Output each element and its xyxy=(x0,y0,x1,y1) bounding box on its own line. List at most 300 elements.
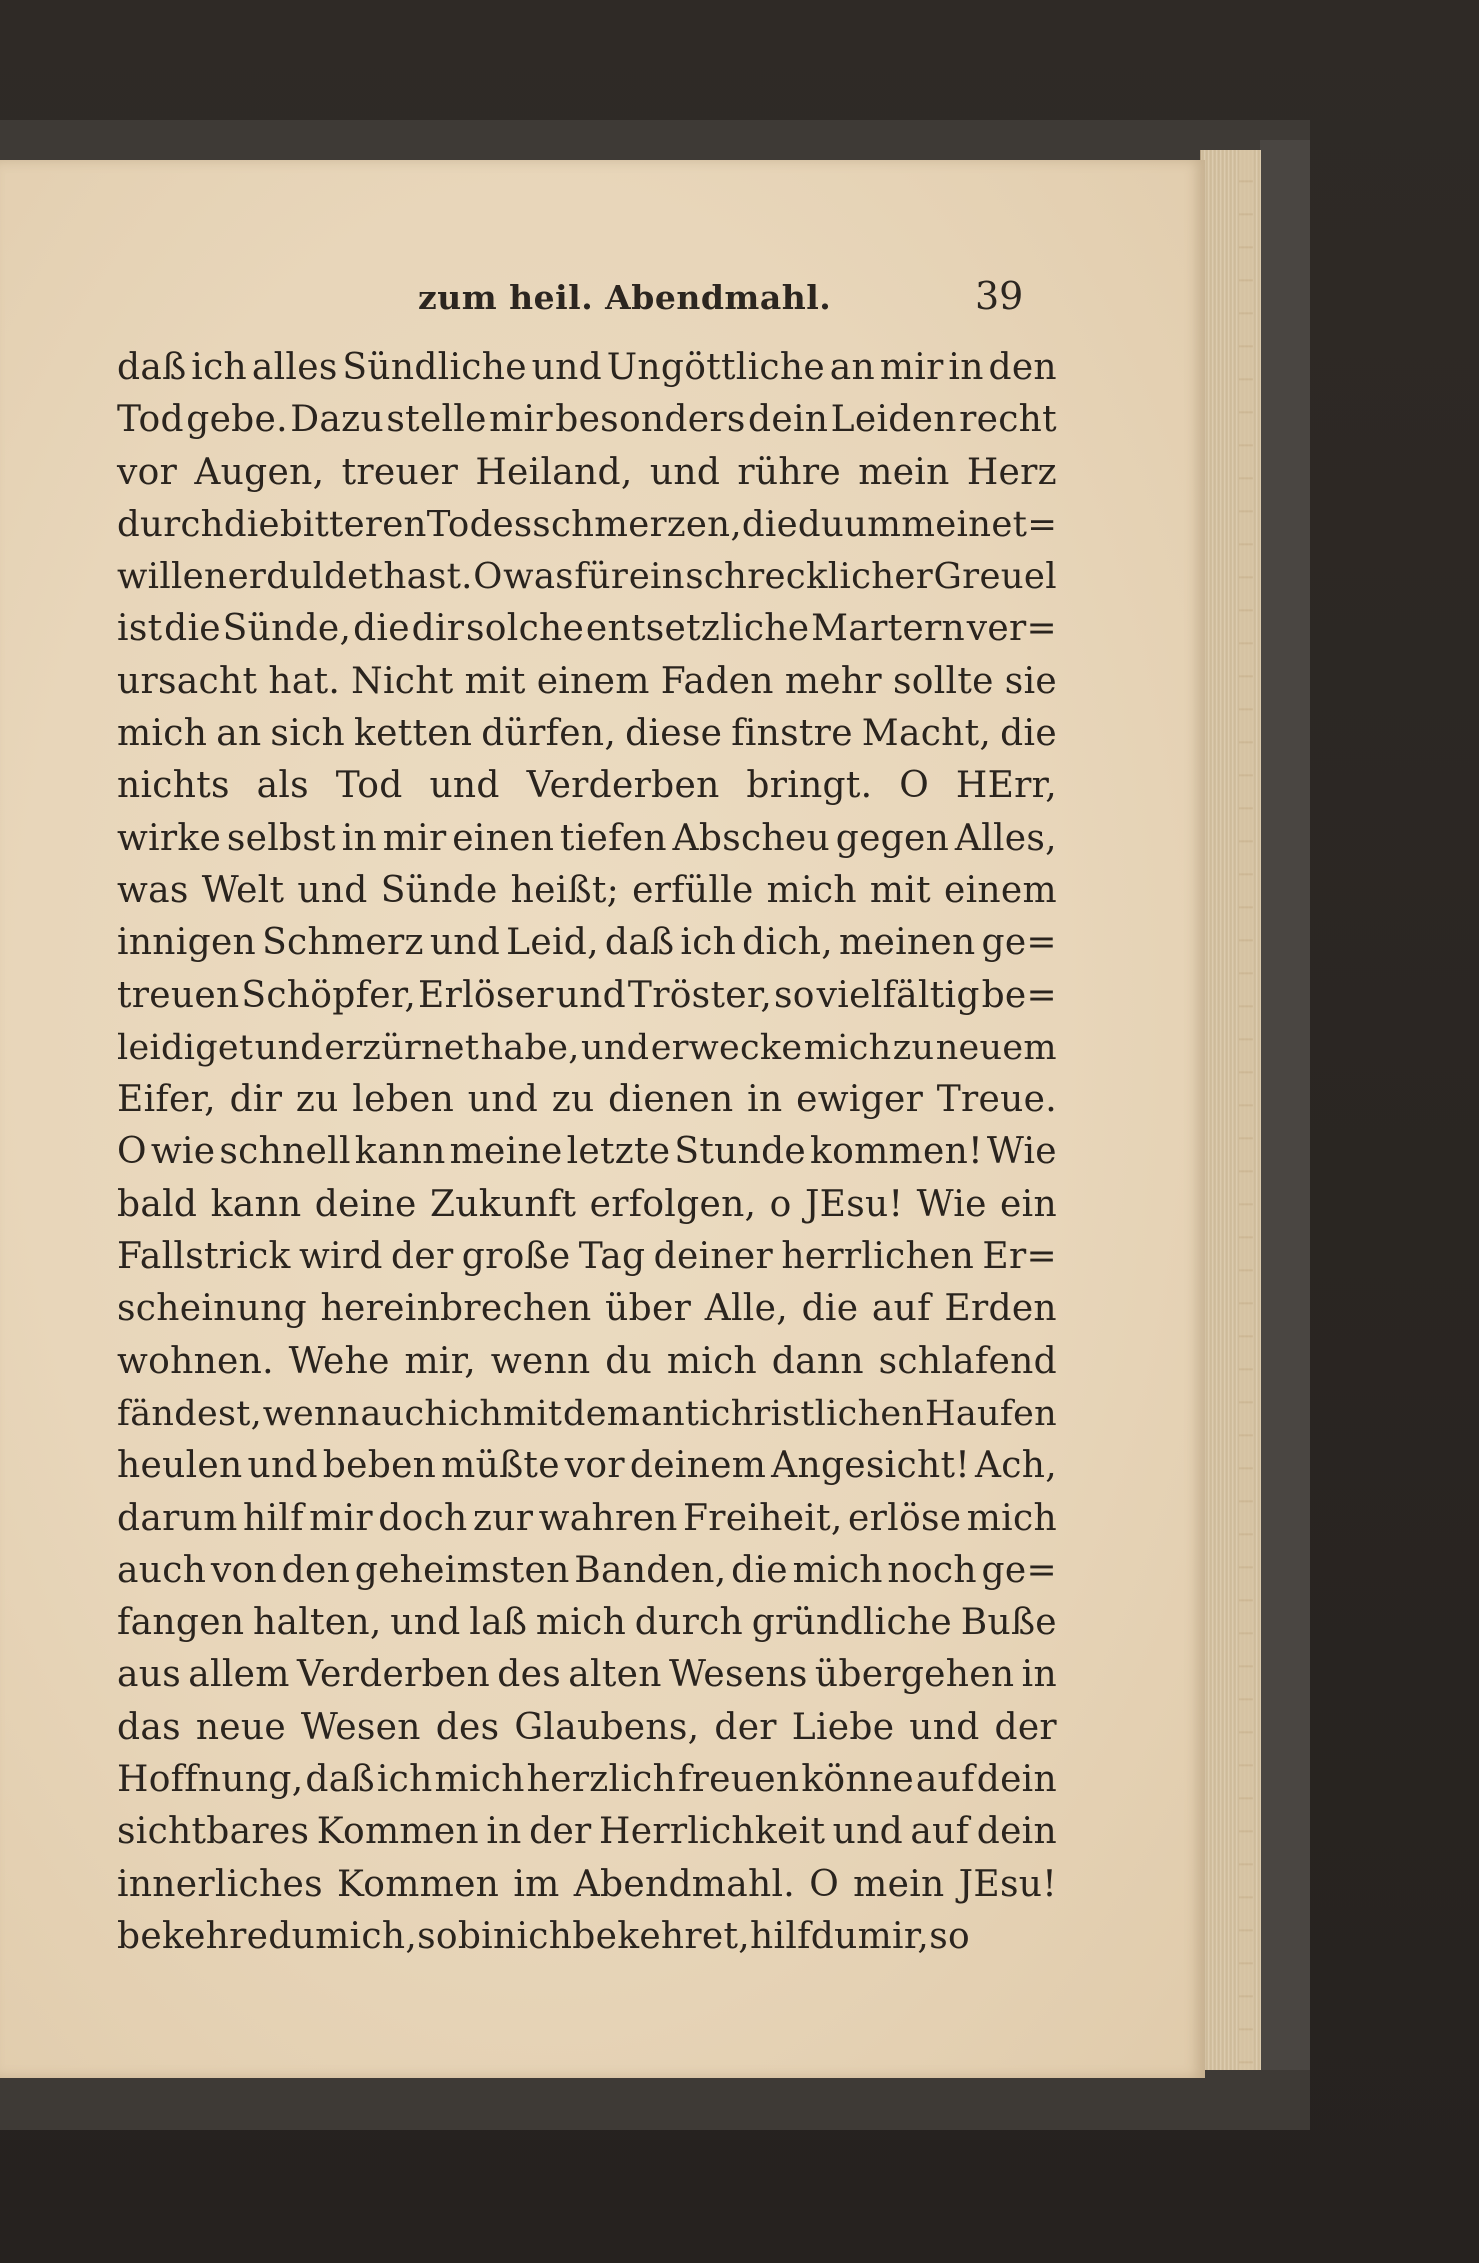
text-line xyxy=(117,1336,1057,1388)
word: dein xyxy=(976,1759,1057,1801)
word: ketten xyxy=(353,713,473,755)
word: besonders xyxy=(555,399,746,441)
word: mit xyxy=(502,1393,563,1434)
word: noch xyxy=(887,1549,977,1591)
word: die xyxy=(731,1549,788,1591)
word: zu xyxy=(295,1079,339,1121)
text-line xyxy=(117,865,1057,917)
word: des xyxy=(497,1654,562,1696)
text-line xyxy=(117,1859,1057,1911)
word: Haufen xyxy=(925,1393,1057,1434)
text-line xyxy=(117,1493,1057,1545)
word: mich, xyxy=(315,1915,418,1957)
word: Wie xyxy=(916,1183,987,1225)
word: beben xyxy=(322,1445,437,1487)
word: könne xyxy=(801,1759,914,1801)
word: habe, xyxy=(480,1027,580,1068)
word: Leiden xyxy=(830,399,957,441)
text-line xyxy=(117,1022,1057,1074)
word: meine xyxy=(449,1131,563,1173)
word: mich xyxy=(535,1602,627,1644)
word: sollte xyxy=(892,660,994,702)
word: innerliches xyxy=(117,1863,323,1905)
word: neue xyxy=(195,1706,286,1748)
text-line xyxy=(117,970,1057,1022)
word: mit xyxy=(869,869,931,911)
word: Schöpfer, xyxy=(241,974,417,1016)
word: und xyxy=(429,922,501,964)
word: O xyxy=(117,1131,147,1173)
word: daß xyxy=(117,347,187,388)
word: Glaubens, xyxy=(514,1706,700,1748)
word: an xyxy=(216,713,262,755)
word: Herz xyxy=(966,451,1057,493)
word: Wesens xyxy=(668,1654,808,1696)
text-line xyxy=(117,1911,1057,1963)
word: Tod xyxy=(117,399,184,441)
word: wirke xyxy=(117,817,222,859)
word: Macht, xyxy=(861,713,992,755)
word: diese xyxy=(625,713,723,755)
word: dir xyxy=(411,608,465,650)
word: in xyxy=(341,817,377,859)
word: und xyxy=(555,974,626,1016)
word: O xyxy=(899,765,930,807)
word: O xyxy=(809,1863,840,1905)
word: ich xyxy=(191,347,248,388)
word: Liebe xyxy=(791,1706,895,1748)
word: bald xyxy=(117,1183,198,1225)
word: mich xyxy=(792,1549,883,1591)
word: JEsu! xyxy=(958,1863,1057,1905)
word: Eifer, xyxy=(117,1079,216,1121)
word: hilf xyxy=(750,1915,811,1957)
word: Alles, xyxy=(954,817,1057,859)
word: deine xyxy=(314,1183,417,1225)
word: bringt. xyxy=(746,765,873,807)
word: schlafend xyxy=(878,1340,1057,1382)
word: bitteren xyxy=(279,503,427,545)
word: Tod xyxy=(335,765,403,807)
word: Sünde xyxy=(380,869,498,911)
word: mein xyxy=(858,451,950,493)
word: Ungöttliche xyxy=(606,347,825,388)
word: innigen xyxy=(117,922,257,964)
word: einen xyxy=(452,817,555,859)
word: dann xyxy=(771,1340,864,1382)
text-line xyxy=(117,1754,1057,1806)
word: dein xyxy=(748,399,829,441)
text-line xyxy=(117,603,1057,655)
word: Zukunft xyxy=(429,1183,577,1225)
word: mit xyxy=(464,660,526,702)
word: erfülle xyxy=(632,869,754,911)
book-page xyxy=(0,160,1205,2078)
word: Abendmahl. xyxy=(573,1863,796,1905)
word: zur xyxy=(472,1497,534,1539)
word: vor xyxy=(117,451,178,493)
word: sie xyxy=(1004,660,1057,702)
word: mir xyxy=(382,817,447,859)
word: aus xyxy=(117,1654,182,1696)
word: heulen xyxy=(117,1445,243,1487)
text-line xyxy=(117,1388,1057,1440)
word: wenn xyxy=(262,1393,360,1434)
word: Hoffnung, xyxy=(117,1759,304,1801)
word: Herrlichkeit xyxy=(599,1811,826,1853)
word: dürfen, xyxy=(481,713,617,755)
word: bin xyxy=(457,1915,517,1957)
word: dich, xyxy=(742,922,834,964)
word: bekehre xyxy=(117,1915,269,1957)
word: an xyxy=(829,347,876,388)
text-line xyxy=(117,760,1057,812)
word: die xyxy=(741,503,798,545)
word: Stunde xyxy=(674,1131,807,1173)
word: Kommen xyxy=(337,1863,500,1905)
text-line xyxy=(117,708,1057,760)
word: Sündliche xyxy=(342,347,527,388)
word: zu xyxy=(892,1027,935,1068)
word: und xyxy=(467,1079,539,1121)
word: Banden, xyxy=(574,1549,727,1591)
word: ein xyxy=(628,556,685,598)
word: neuem xyxy=(935,1027,1057,1068)
word: über xyxy=(605,1288,692,1330)
word: Wesen xyxy=(300,1706,421,1748)
word: Leid, xyxy=(506,922,599,964)
text-line xyxy=(117,1545,1057,1597)
word: durch xyxy=(117,503,224,545)
word: der xyxy=(391,1236,454,1278)
word: erwecke xyxy=(650,1027,803,1068)
word: rühre xyxy=(737,451,842,493)
word: du xyxy=(810,1915,858,1957)
word: ist xyxy=(117,608,163,650)
word: als xyxy=(256,765,309,807)
word: die xyxy=(164,608,221,650)
word: Freiheit, xyxy=(683,1497,843,1539)
word: mich xyxy=(803,1027,892,1068)
word: Schmerz xyxy=(262,922,424,964)
text-line xyxy=(117,551,1057,603)
word: meinen xyxy=(839,922,976,964)
word: Faden xyxy=(660,660,774,702)
word: erduldet xyxy=(227,556,383,598)
word: ich xyxy=(680,922,737,964)
text-line xyxy=(117,1597,1057,1649)
word: schnell xyxy=(219,1131,351,1173)
word: und xyxy=(297,869,368,911)
word: vielfältig xyxy=(816,974,980,1016)
word: Augen, xyxy=(194,451,325,493)
word: o xyxy=(769,1183,792,1225)
word: übergehen xyxy=(814,1654,1015,1696)
word: auch xyxy=(117,1549,207,1591)
word: fändest, xyxy=(117,1393,263,1434)
word: gründliche xyxy=(751,1602,953,1644)
word: ge= xyxy=(981,1549,1057,1591)
word: entsetzliche xyxy=(585,608,810,650)
word: erlöse xyxy=(848,1497,962,1539)
word: von xyxy=(210,1549,277,1591)
word: daß xyxy=(604,922,675,964)
word: hast. xyxy=(383,556,473,598)
word: so xyxy=(774,974,815,1016)
word: leben xyxy=(352,1079,455,1121)
book-cover-spine-edge xyxy=(1260,140,1310,2070)
text-line xyxy=(117,656,1057,708)
word: der xyxy=(529,1811,592,1853)
word: treuer xyxy=(341,451,459,493)
word: freuen xyxy=(678,1759,800,1801)
text-line xyxy=(117,1649,1057,1701)
word: in xyxy=(486,1811,522,1853)
word: den xyxy=(988,347,1057,388)
word: was xyxy=(117,869,189,911)
word: und xyxy=(247,1445,318,1487)
word: solche xyxy=(466,608,585,650)
word: dir xyxy=(229,1079,283,1121)
text-line xyxy=(117,1283,1057,1335)
word: große xyxy=(461,1236,571,1278)
word: deiner xyxy=(653,1236,774,1278)
word: kann xyxy=(354,1131,446,1173)
word: Alle, xyxy=(704,1288,788,1330)
word: sichtbares xyxy=(117,1811,310,1853)
word: in xyxy=(747,1079,783,1121)
word: kann xyxy=(210,1183,302,1225)
word: leidiget xyxy=(117,1027,254,1068)
word: dienen xyxy=(608,1079,734,1121)
word: für xyxy=(574,556,629,598)
word: Ach, xyxy=(974,1445,1057,1487)
word: die xyxy=(1000,713,1057,755)
word: stelle xyxy=(386,399,487,441)
word: auf xyxy=(915,1759,975,1801)
word: auf xyxy=(910,1811,970,1853)
word: deinem xyxy=(629,1445,767,1487)
page-number: 39 xyxy=(975,274,1024,318)
word: Dazu xyxy=(290,399,384,441)
word: des xyxy=(435,1706,500,1748)
word: sich xyxy=(270,713,345,755)
word: müßte xyxy=(441,1445,560,1487)
word: mich xyxy=(666,1340,758,1382)
text-line xyxy=(117,1702,1057,1754)
word: Verderben xyxy=(526,765,720,807)
word: mein xyxy=(853,1863,945,1905)
word: dem xyxy=(562,1393,641,1434)
word: heißt; xyxy=(510,869,620,911)
word: die xyxy=(353,608,410,650)
word: Wehe xyxy=(288,1340,390,1382)
word: mich xyxy=(966,1497,1057,1539)
word: durch xyxy=(634,1602,744,1644)
word: Verderben xyxy=(297,1654,491,1696)
text-line xyxy=(117,394,1057,446)
word: gegen xyxy=(835,817,950,859)
word: die xyxy=(223,503,280,545)
word: wahren xyxy=(538,1497,678,1539)
text-line xyxy=(117,917,1057,969)
word: im xyxy=(513,1863,560,1905)
word: willen xyxy=(117,556,228,598)
word: mich xyxy=(766,869,857,911)
word: ursacht xyxy=(117,660,258,702)
word: wie xyxy=(150,1131,216,1173)
word: mehr xyxy=(784,660,882,702)
word: alten xyxy=(568,1654,662,1696)
word: den xyxy=(281,1549,351,1591)
word: halten, xyxy=(252,1602,382,1644)
text-line xyxy=(117,1126,1057,1178)
word: Erden xyxy=(944,1288,1057,1330)
word: herzlich xyxy=(526,1759,677,1801)
word: allem xyxy=(188,1654,290,1696)
word: wenn xyxy=(490,1340,591,1382)
text-line xyxy=(117,813,1057,865)
word: der xyxy=(714,1706,777,1748)
word: Nicht xyxy=(351,660,454,702)
word: darum xyxy=(117,1497,238,1539)
word: antichristlichen xyxy=(640,1393,925,1434)
word: Treue. xyxy=(936,1079,1057,1121)
word: Angesicht! xyxy=(771,1445,970,1487)
text-line xyxy=(117,1440,1057,1492)
word: mich xyxy=(434,1759,525,1801)
text-line xyxy=(117,1806,1057,1858)
word: wird xyxy=(298,1236,383,1278)
word: tiefen xyxy=(559,817,667,859)
word: du xyxy=(268,1915,316,1957)
word: wohnen. xyxy=(117,1340,274,1382)
word: schrecklicher xyxy=(685,556,934,598)
word: so xyxy=(929,1915,970,1957)
word: ein xyxy=(1000,1183,1057,1225)
word: Martern xyxy=(811,608,965,650)
word: O xyxy=(473,556,503,598)
word: be= xyxy=(981,974,1057,1016)
word: ich xyxy=(376,1759,433,1801)
text-line xyxy=(117,499,1057,551)
word: und xyxy=(909,1706,980,1748)
text-line xyxy=(117,1074,1057,1126)
word: alles xyxy=(251,347,338,388)
word: und xyxy=(580,1027,650,1068)
word: Erlöser xyxy=(418,974,554,1016)
word: mich xyxy=(117,713,208,755)
text-line xyxy=(117,1231,1057,1283)
word: Kommen xyxy=(316,1811,479,1853)
running-head: zum heil. Abendmahl. xyxy=(418,278,832,317)
word: treuen xyxy=(117,974,240,1016)
word: Tröster, xyxy=(627,974,773,1016)
word: herrlichen xyxy=(781,1236,975,1278)
word: Fallstrick xyxy=(117,1236,291,1278)
word: ewiger xyxy=(796,1079,924,1121)
word: und xyxy=(649,451,721,493)
word: hat. xyxy=(268,660,341,702)
word: finstre xyxy=(731,713,853,755)
word: erzürnet xyxy=(324,1027,480,1068)
word: ich xyxy=(447,1393,503,1434)
word: erfolgen, xyxy=(589,1183,757,1225)
word: Abscheu xyxy=(672,817,831,859)
word: Tag xyxy=(578,1236,646,1278)
word: zu xyxy=(551,1079,595,1121)
word: Todesschmerzen, xyxy=(426,503,742,545)
word: daß xyxy=(305,1759,375,1801)
text-line xyxy=(117,447,1057,499)
word: ich xyxy=(516,1915,573,1957)
word: und xyxy=(832,1811,903,1853)
page-edges xyxy=(1200,150,1261,2070)
word: die xyxy=(801,1288,859,1330)
body-text xyxy=(117,342,1057,1963)
word: mir xyxy=(879,347,944,388)
word: Wie xyxy=(986,1131,1057,1173)
word: mir, xyxy=(404,1340,477,1382)
word: Heiland, xyxy=(475,451,633,493)
word: laß xyxy=(469,1602,528,1644)
word: hilf xyxy=(242,1497,304,1539)
word: auf xyxy=(871,1288,931,1330)
text-line xyxy=(117,342,1057,394)
word: in xyxy=(948,347,984,388)
word: letzte xyxy=(566,1131,671,1173)
word: geheimsten xyxy=(354,1549,570,1591)
word: meinet= xyxy=(901,503,1058,545)
word: und xyxy=(254,1027,323,1068)
word: selbst xyxy=(226,817,336,859)
word: hereinbrechen xyxy=(320,1288,592,1330)
word: einem xyxy=(943,869,1057,911)
word: gebe. xyxy=(186,399,288,441)
word: und xyxy=(429,765,500,807)
word: der xyxy=(994,1706,1057,1748)
word: Sünde, xyxy=(222,608,352,650)
text-line xyxy=(117,1179,1057,1231)
word: einem xyxy=(536,660,650,702)
word: mir xyxy=(309,1497,373,1539)
word: doch xyxy=(378,1497,468,1539)
word: ver= xyxy=(966,608,1057,650)
word: HErr, xyxy=(955,765,1057,807)
word: dein xyxy=(976,1811,1057,1853)
word: mir xyxy=(489,399,553,441)
word: was xyxy=(503,556,574,598)
word: das xyxy=(117,1706,181,1748)
word: du xyxy=(605,1340,653,1382)
word: Buße xyxy=(960,1602,1057,1644)
word: um xyxy=(844,503,902,545)
word: Welt xyxy=(201,869,285,911)
word: ge= xyxy=(981,922,1057,964)
word: vor xyxy=(564,1445,625,1487)
word: JEsu! xyxy=(804,1183,904,1225)
word: recht xyxy=(959,399,1057,441)
word: mir, xyxy=(857,1915,930,1957)
word: fangen xyxy=(117,1602,245,1644)
word: scheinung xyxy=(117,1288,307,1330)
word: Er= xyxy=(982,1236,1057,1278)
word: bekehret, xyxy=(572,1915,751,1957)
word: auch xyxy=(360,1393,448,1434)
word: in xyxy=(1021,1654,1057,1696)
word: und xyxy=(531,347,602,388)
word: kommen! xyxy=(810,1131,983,1173)
